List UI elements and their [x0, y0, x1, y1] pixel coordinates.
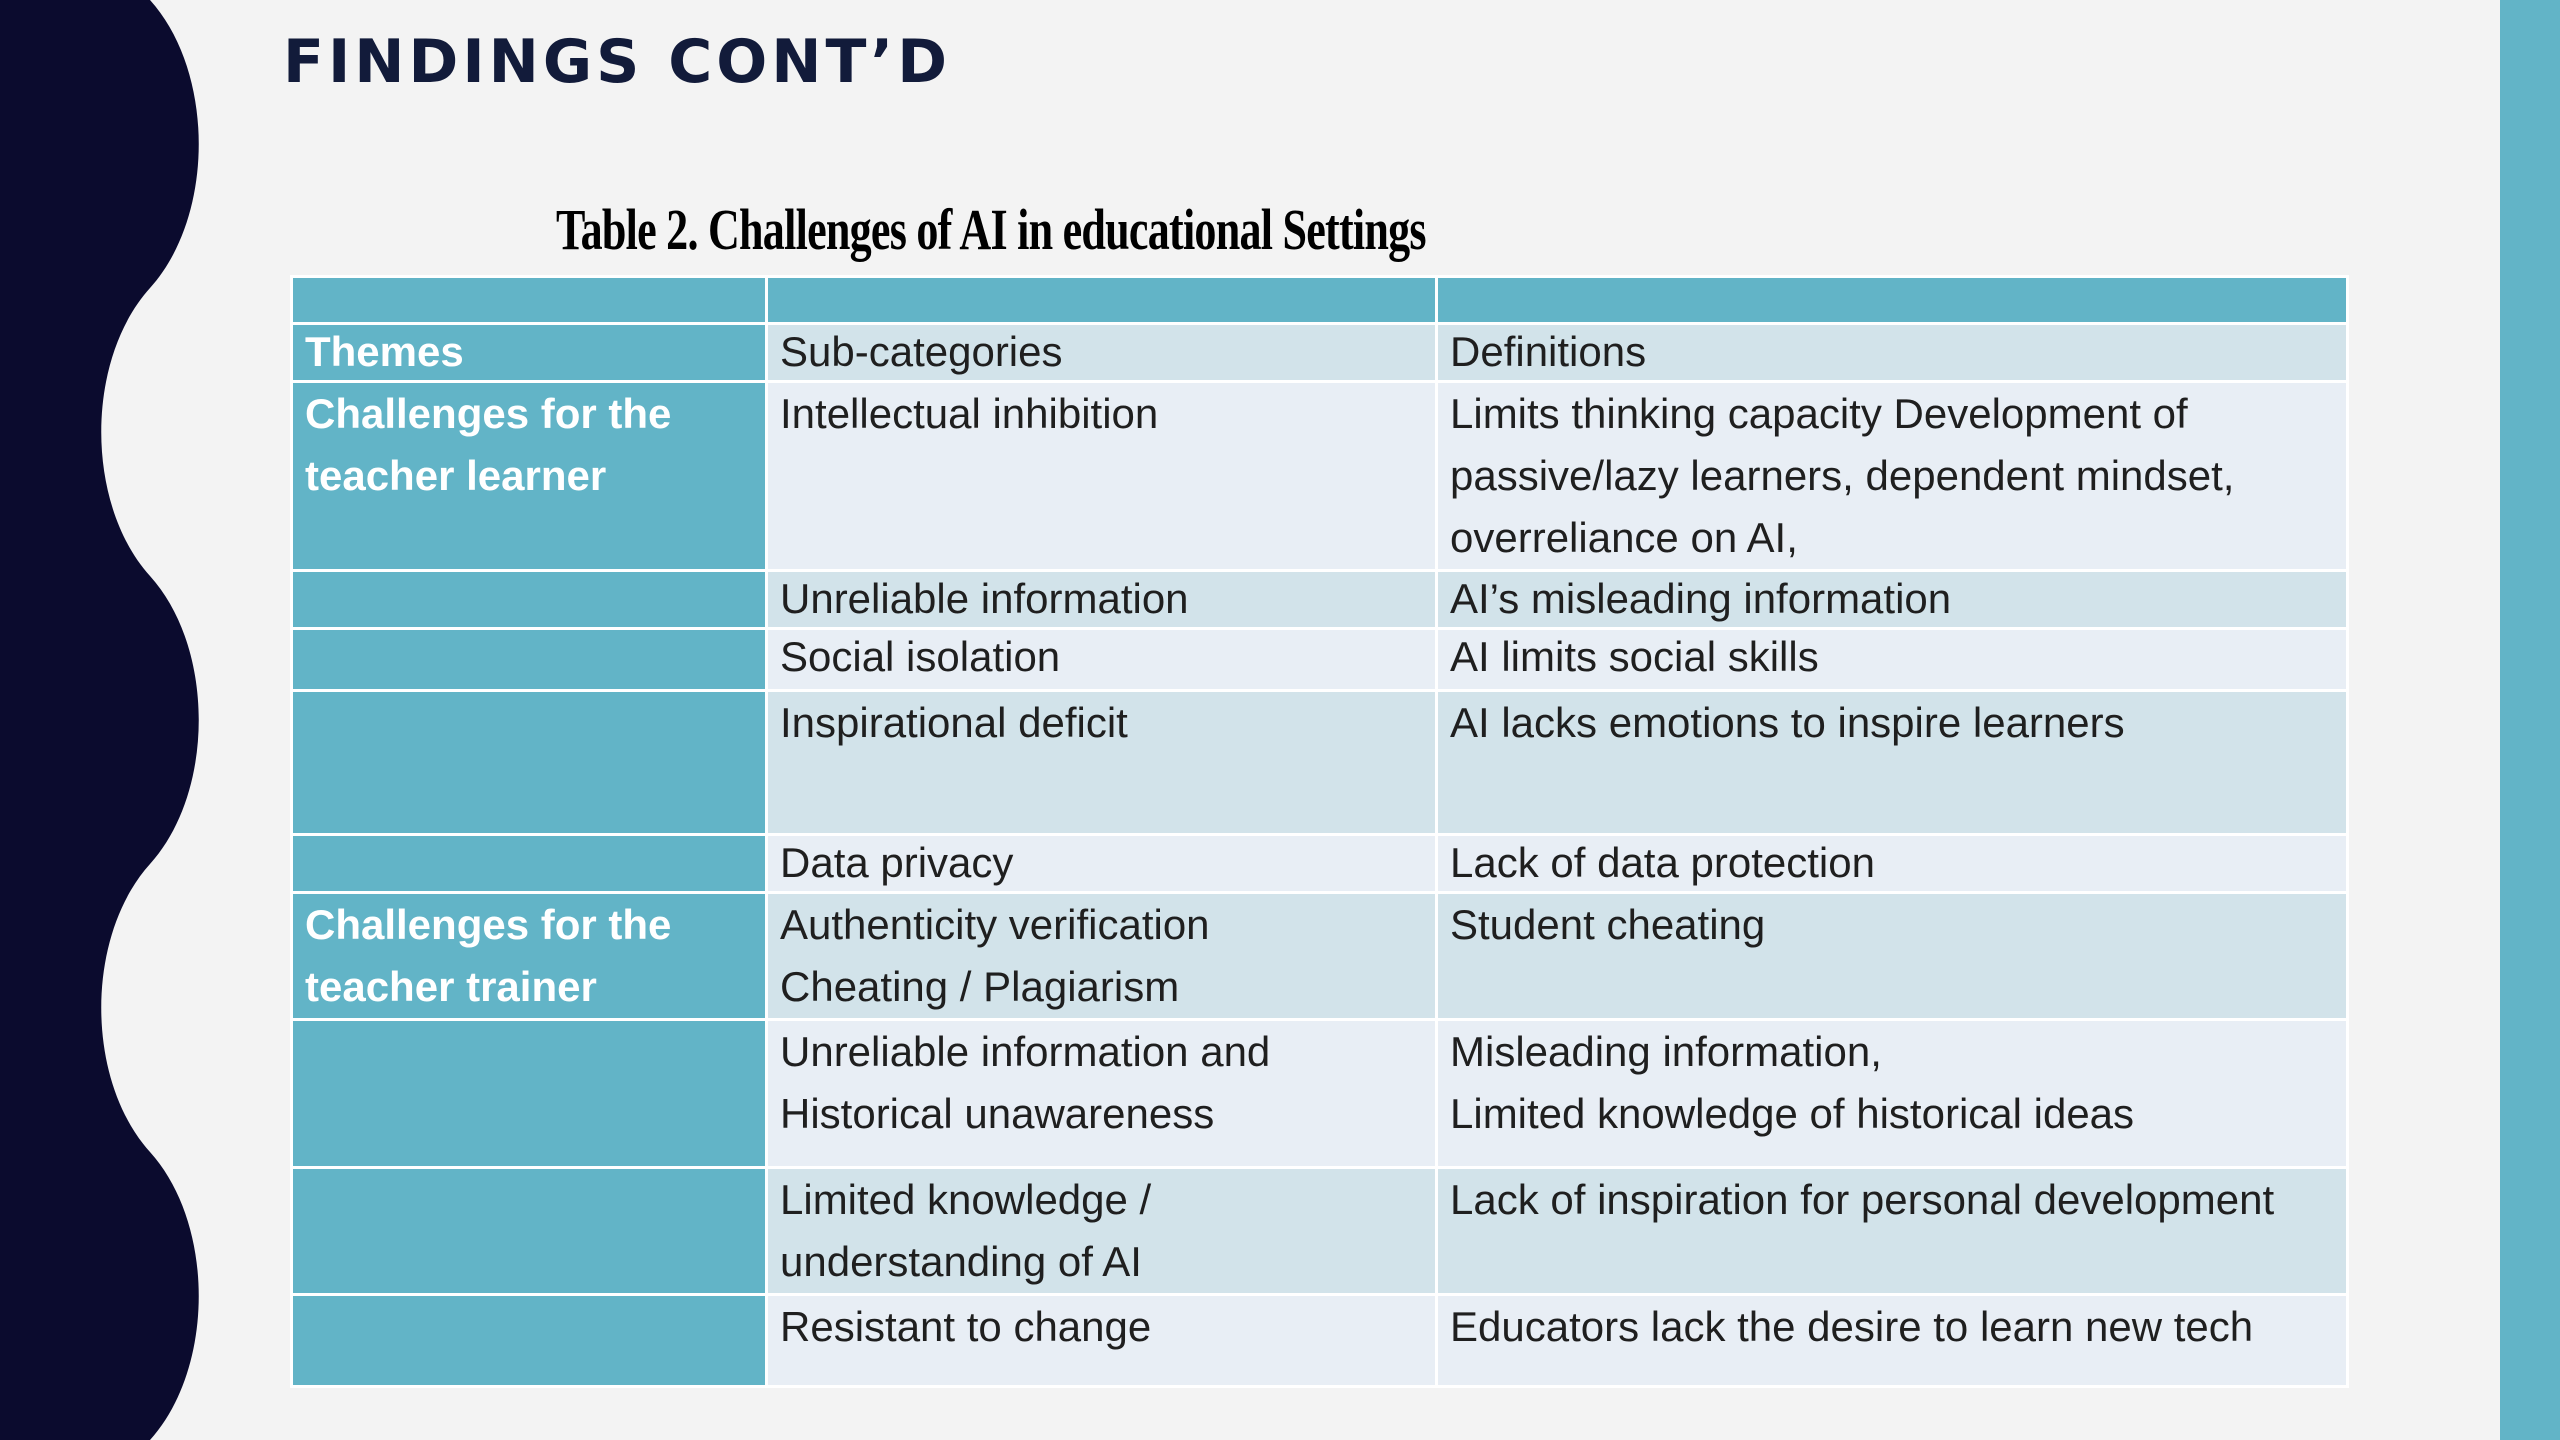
definition-text: Educators lack the desire to learn new tech [1450, 1303, 2254, 1350]
definition-text: Limits thinking capacity Development of passive/lazy learners, dependent mindset, overreliance on AI, [1450, 390, 2235, 561]
challenges-table [290, 275, 2349, 1388]
subcategory-cell [767, 835, 1437, 893]
definition-cell [1437, 382, 2348, 571]
definition-text: AI lacks emotions to inspire learners [1450, 699, 2125, 746]
band-cell [767, 277, 1437, 324]
band-cell [292, 277, 767, 324]
subcategory-text: Data privacy [780, 839, 1014, 886]
theme-cell [292, 1295, 767, 1387]
subcategory-text: Unreliable information [780, 575, 1189, 622]
subcategory-cell [767, 893, 1437, 1020]
theme-cell: Challenges for the teacher learner [292, 382, 767, 571]
table-row [292, 571, 2348, 629]
subcategory-cell [767, 691, 1437, 835]
theme-cell [292, 835, 767, 893]
definition-text: Student cheating [1450, 901, 1766, 948]
definition-cell [1437, 1295, 2348, 1387]
definition-text: AI’s misleading information [1450, 575, 1952, 622]
wavy-navy-border [0, 0, 200, 1440]
subcategory-text: Authenticity verification [780, 901, 1210, 948]
table-row [292, 835, 2348, 893]
definition-cell [1437, 1168, 2348, 1295]
slide-heading: FINDINGS CONT’D [283, 27, 951, 97]
definition-cell [1437, 1020, 2348, 1168]
theme-cell [292, 691, 767, 835]
teal-side-bar [2500, 0, 2560, 1440]
subcategory-cell [767, 1168, 1437, 1295]
table-row [292, 1020, 2348, 1168]
definition-cell [1437, 629, 2348, 691]
definition-cell [1437, 691, 2348, 835]
subcategory-cell [767, 382, 1437, 571]
definition-text: AI limits social skills [1450, 633, 1819, 680]
header-subcategories: Sub-categories [767, 324, 1437, 382]
definition-text: Lack of inspiration for personal development [1450, 1176, 2275, 1223]
definition-text: Misleading information, [1450, 1028, 1882, 1075]
header-definitions: Definitions [1437, 324, 2348, 382]
subcategory-cell [767, 1020, 1437, 1168]
table-row [292, 1295, 2348, 1387]
theme-cell [292, 629, 767, 691]
header-row [292, 324, 2348, 382]
theme-cell [292, 1020, 767, 1168]
subcategory-text: Inspirational deficit [780, 699, 1128, 746]
table-row [292, 893, 2348, 1020]
theme-cell [292, 1168, 767, 1295]
definition-cell [1437, 571, 2348, 629]
subcategory-cell [767, 629, 1437, 691]
table-row [292, 382, 2348, 571]
band-cell [1437, 277, 2348, 324]
definition-text: Lack of data protection [1450, 839, 1875, 886]
subcategory-text: Cheating / Plagiarism [780, 963, 1180, 1010]
subcategory-cell [767, 571, 1437, 629]
table-caption: Table 2. Challenges of AI in educational Settings [556, 197, 1426, 262]
header-themes: Themes [292, 324, 767, 382]
definition-cell [1437, 893, 2348, 1020]
subcategory-text: Limited knowledge / understanding of AI [780, 1176, 1152, 1285]
definition-text: Limited knowledge of historical ideas [1450, 1090, 2135, 1137]
subcategory-text: Intellectual inhibition [780, 390, 1159, 437]
table-row [292, 691, 2348, 835]
theme-cell: Challenges for the teacher trainer [292, 893, 767, 1020]
table-row [292, 1168, 2348, 1295]
table-row [292, 629, 2348, 691]
subcategory-cell [767, 1295, 1437, 1387]
subcategory-text: Unreliable information and Historical unawareness [780, 1028, 1271, 1137]
definition-cell [1437, 835, 2348, 893]
subcategory-text: Social isolation [780, 633, 1061, 680]
theme-cell [292, 571, 767, 629]
table-top-band [292, 277, 2348, 324]
subcategory-text: Resistant to change [780, 1303, 1152, 1350]
